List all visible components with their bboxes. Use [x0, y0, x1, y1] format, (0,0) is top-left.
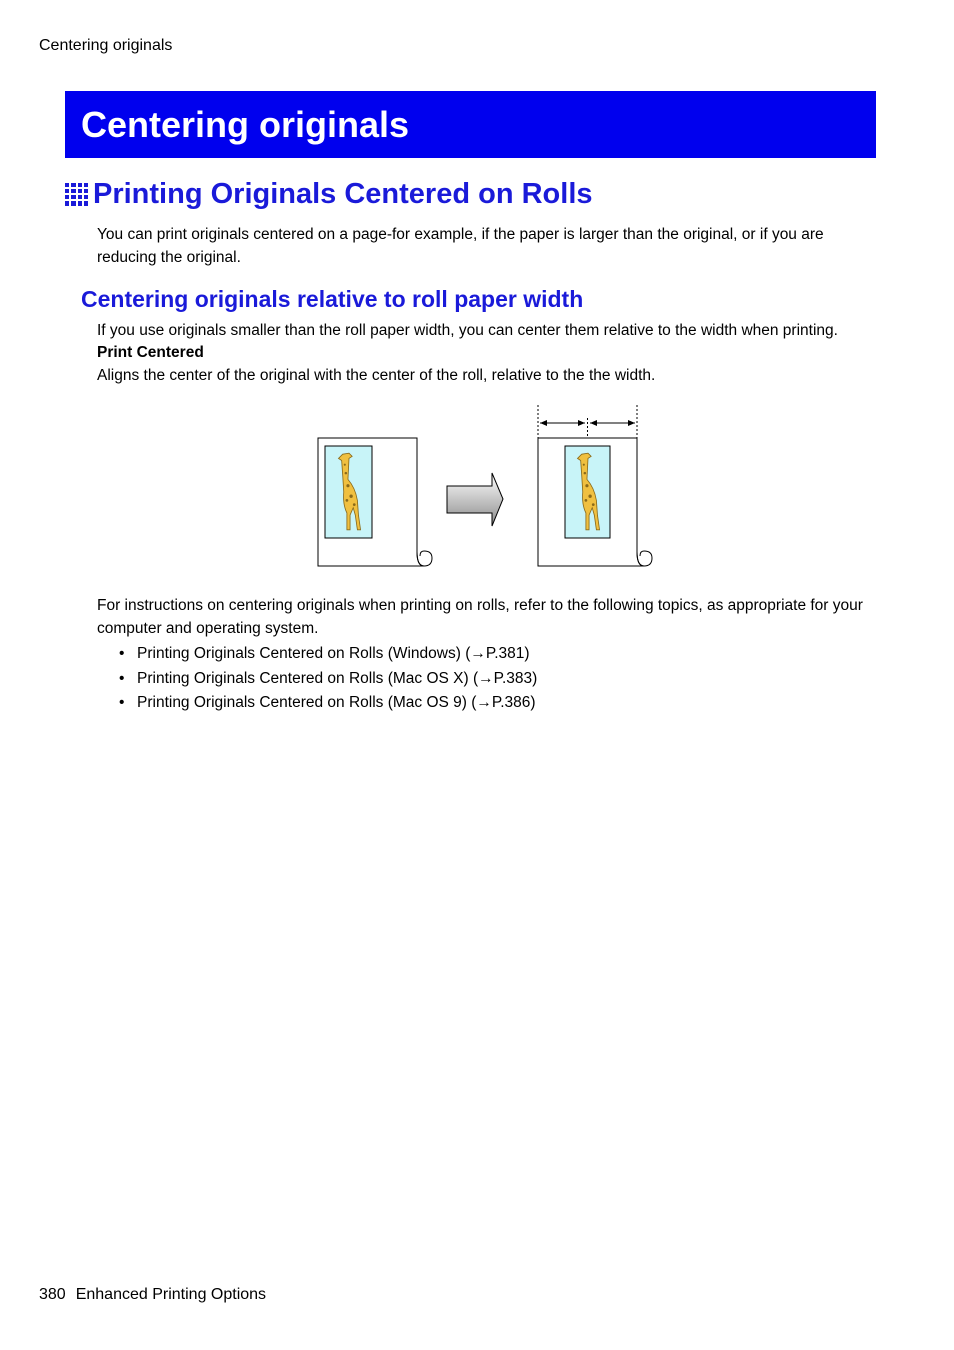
list-item[interactable] [119, 691, 537, 716]
chapter-title: Enhanced Printing Options [75, 1286, 267, 1303]
section-heading [65, 176, 593, 212]
sheet-after-centering [538, 405, 652, 566]
title-banner [65, 91, 876, 158]
term-definition: Aligns the center of the original with the center of the roll, relative to the the width. [97, 367, 656, 384]
section-title: Printing Originals Centered on Rolls [93, 178, 593, 210]
topic-list [119, 642, 537, 716]
instructions-text: For instructions on centering originals when printing on rolls, refer to the following topics, as appropriate for your computer and operating system. [97, 597, 863, 637]
centering-diagram [310, 400, 660, 572]
running-header: Centering originals [39, 37, 173, 54]
topic-link-windows[interactable]: Printing Originals Centered on Rolls (Windows) (→P.381) [137, 645, 530, 662]
list-item[interactable] [119, 642, 537, 667]
list-item[interactable] [119, 667, 537, 692]
subsection-body: If you use originals smaller than the roll paper width, you can center them relative to the width when printing. [97, 322, 838, 339]
topic-link-mac-os-9[interactable]: Printing Originals Centered on Rolls (Mac OS 9) (→P.386) [137, 694, 536, 711]
bullet: • [119, 669, 125, 687]
subsection-title: Centering originals relative to roll paper width [81, 286, 584, 312]
bullet: • [119, 694, 125, 711]
page-title: Centering originals [81, 104, 410, 145]
page-number: 380 [39, 1286, 66, 1303]
grid-icon [65, 183, 88, 206]
page-footer [39, 1286, 266, 1304]
bullet: • [119, 645, 125, 662]
right-arrow-icon [447, 473, 503, 526]
topic-link-mac-os-x[interactable]: Printing Originals Centered on Rolls (Mac OS X) (→P.383) [137, 669, 538, 687]
sheet-before-centering [318, 438, 432, 566]
section-intro: You can print originals centered on a page-for example, if the paper is larger than the original, or if you are reducing the original. [97, 226, 824, 266]
term-print-centered: Print Centered [97, 344, 204, 361]
